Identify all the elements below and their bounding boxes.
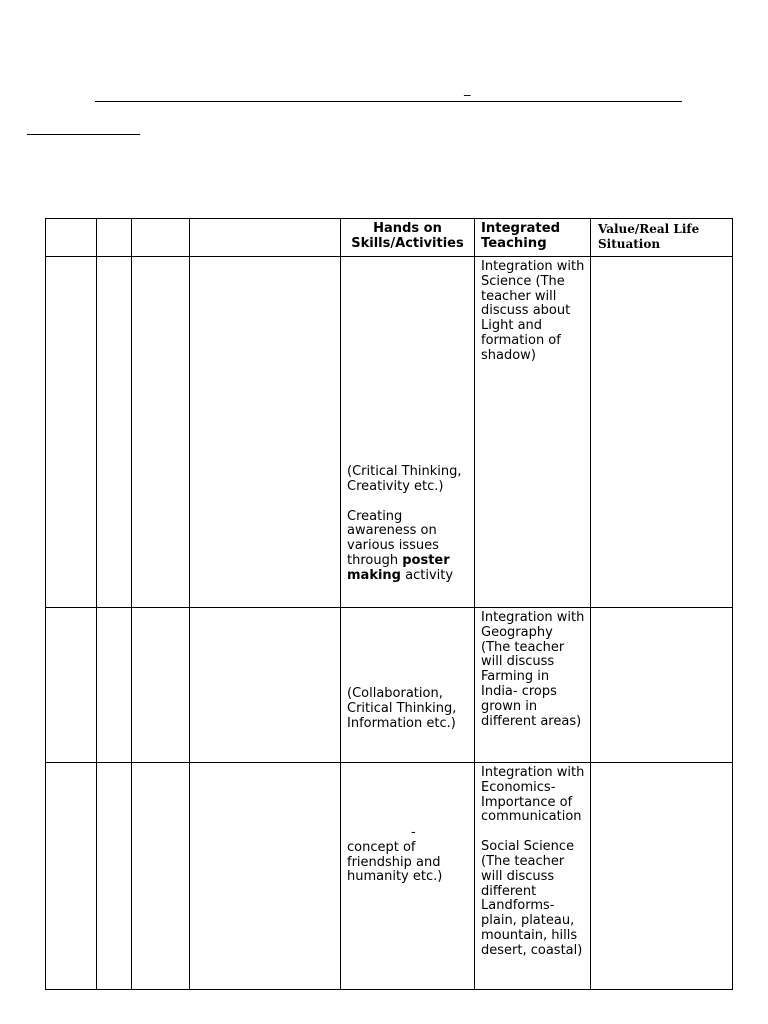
integrated-cell [475, 257, 591, 608]
activity-text-end: activity [405, 567, 454, 583]
empty-cell [46, 763, 97, 990]
title-underline [95, 101, 682, 102]
empty-cell [97, 257, 132, 608]
header-value-real-life: Value/Real Life Situation [591, 219, 733, 257]
header-cell-1 [46, 219, 97, 257]
empty-cell [190, 763, 341, 990]
empty-cell [132, 608, 190, 763]
empty-cell [46, 257, 97, 608]
hands-on-cell [341, 608, 475, 763]
integrated-cell [475, 763, 591, 990]
hands-on-cell [341, 763, 475, 990]
header-integrated-teaching: Integrated Teaching [475, 219, 591, 257]
value-cell [591, 763, 733, 990]
table-header-row [46, 219, 733, 257]
integrated-text: Integration with Geography (The teacher will discuss Farming in India- crops grown in different areas) [481, 610, 585, 729]
table-row [46, 608, 733, 763]
hands-on-cell [341, 257, 475, 608]
header-cell-2 [97, 219, 132, 257]
value-cell [591, 608, 733, 763]
value-cell [591, 257, 733, 608]
empty-cell [132, 763, 190, 990]
skills-text: (Collaboration, Critical Thinking, Information etc.) [347, 686, 457, 731]
activity-bold-text: poster making [347, 552, 450, 583]
integrated-text: Integration with Economics- Importance of communication [481, 765, 585, 825]
skills-text: concept of friendship and humanity etc.) [347, 839, 443, 885]
integrated-text: Integration with Science (The teacher will discuss about Light and formation of shadow) [481, 259, 585, 363]
empty-cell [97, 763, 132, 990]
integrated-text-2: Social Science (The teacher will discuss different Landforms- plain, plateau, mountain, hills desert, coastal) [481, 839, 583, 958]
table-row [46, 763, 733, 990]
header-cell-3 [132, 219, 190, 257]
empty-cell [190, 257, 341, 608]
header-cell-4 [190, 219, 341, 257]
empty-cell [97, 608, 132, 763]
skills-text: (Critical Thinking, Creativity etc.) [347, 464, 462, 494]
dash-text: - [411, 825, 416, 840]
empty-cell [132, 257, 190, 608]
subtitle-underline [27, 134, 140, 135]
empty-cell [46, 608, 97, 763]
integrated-cell [475, 608, 591, 763]
empty-cell [190, 608, 341, 763]
activity-text: Creating awareness on various issues through [347, 508, 439, 568]
title-dash: _ [464, 82, 471, 97]
table-row [46, 257, 733, 608]
lesson-plan-table [45, 218, 733, 990]
header-hands-on: Hands on Skills/Activities [341, 219, 475, 257]
